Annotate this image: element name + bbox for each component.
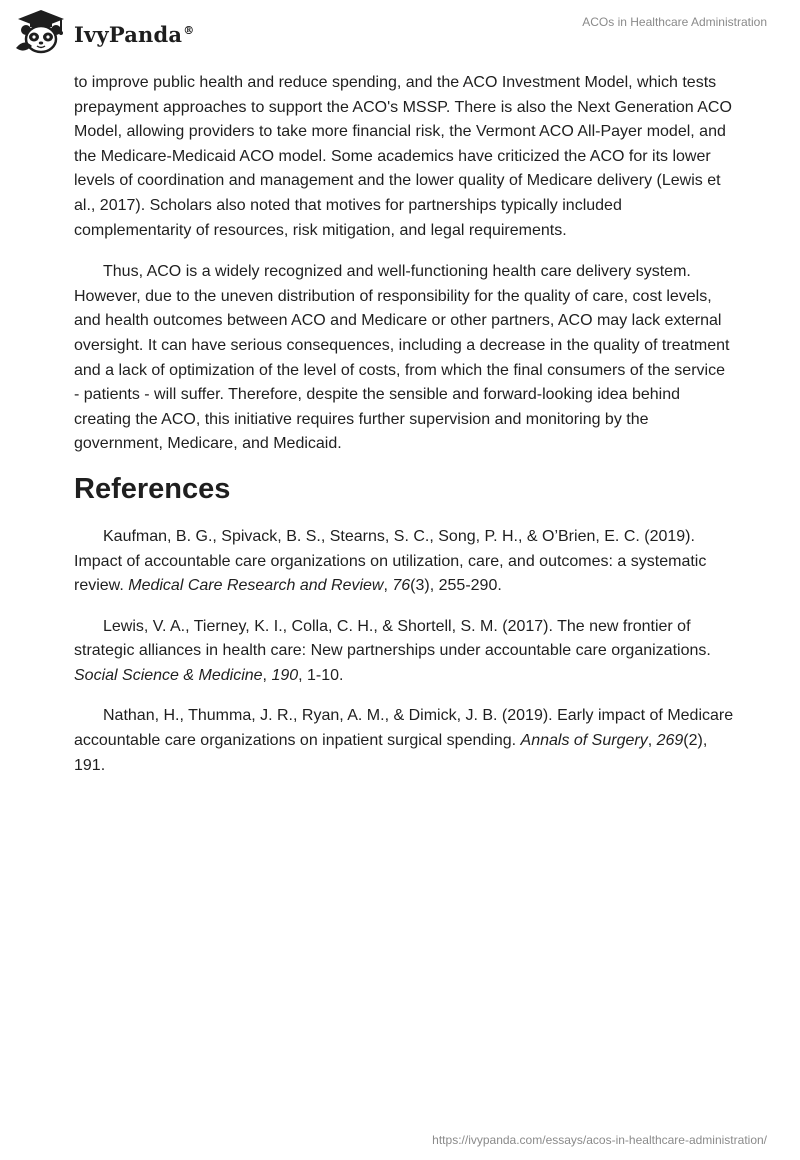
reference-authors: Lewis, V. A., Tierney, K. I., Colla, C. H., & Shortell, S. M. (2017). The new frontier of strategic alliances in health care: New partnerships under accountable care organizations. (74, 617, 711, 660)
reference-sep: , (262, 666, 272, 684)
running-title: ACOs in Healthcare Administration (582, 15, 767, 29)
registered-mark: ® (183, 23, 195, 37)
paragraph-conclusion: Thus, ACO is a widely recognized and well-functioning health care delivery system. However, due to the uneven distribution of responsibility for the quality of care, cost levels, and health outcomes between ACO and Medicare or other partners, ACO may lack external oversight. It can have serious consequences, including a decrease in the quality of treatment and a lack of optimization of the level of costs, from which the final consumers of the service - patients - will suffer. Therefore, despite the sensible and forward-looking idea behind creating the ACO, this initiative requires further supervision and monitoring by the government, Medicare, and Medicaid. (74, 263, 730, 453)
reference-sep: , (383, 577, 393, 595)
brand-name (74, 22, 194, 47)
panda-graduate-icon (14, 8, 68, 56)
ivypanda-logo[interactable] (14, 8, 194, 56)
reference-pages: , 1-10. (298, 666, 344, 684)
reference-journal: Annals of Surgery (520, 732, 648, 750)
reference-pages: (3), 255-290. (410, 577, 502, 595)
footer-url[interactable]: https://ivypanda.com/essays/acos-in-healthcare-administration/ (432, 1133, 767, 1147)
reference-volume: 190 (271, 666, 299, 684)
reference-journal: Social Science & Medicine (74, 666, 263, 684)
paragraph-continuation: to improve public health and reduce spending, and the ACO Investment Model, which tests prepayment approaches to support the ACO's MSSP. There is also the Next Generation ACO Model, allowing providers to take more financial risk, the Vermont ACO All-Payer model, and the Medicare-Medicaid ACO model. Some academics have criticized the ACO for its lower levels of coordination and management and the lower quality of Medicare delivery (Lewis et al., 2017). Scholars also noted that motives for partnerships typically included complementarity of resources, risk mitigation, and legal requirements. (74, 74, 732, 239)
page-header (0, 0, 800, 70)
reference-pages: (2), 191. (74, 732, 708, 774)
essay-body (74, 71, 734, 794)
reference-journal: Medical Care Research and Review (128, 577, 384, 595)
reference-authors: Kaufman, B. G., Spivack, B. S., Stearns, S. C., Song, P. H., & O’Brien, E. C. (2019). Impact of accountable care organizations on utilization, care, and outcomes: a systematic review. (74, 527, 707, 595)
reference-item (74, 704, 734, 778)
reference-volume: 269 (656, 732, 684, 750)
reference-volume: 76 (392, 577, 411, 595)
references-heading: References (74, 472, 231, 505)
reference-item (74, 615, 734, 689)
reference-authors: Nathan, H., Thumma, J. R., Ryan, A. M., & Dimick, J. B. (2019). Early impact of Medicare accountable care organizations on inpatient surgical spending. (74, 707, 734, 750)
brand-name-text: IvyPanda (74, 21, 183, 47)
reference-item (74, 525, 734, 599)
reference-sep: , (647, 732, 657, 750)
